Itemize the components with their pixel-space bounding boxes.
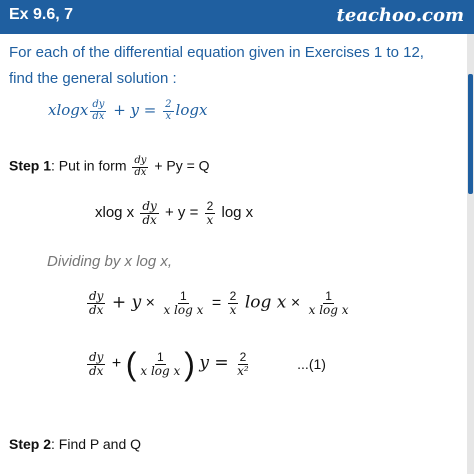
step-2-label: Step 2 [9, 436, 52, 452]
site-logo[interactable]: teachoo.com [336, 5, 464, 26]
eq3-right-paren: ) [184, 346, 195, 382]
eq3-left-paren: ( [125, 346, 137, 382]
header-bar [0, 0, 474, 34]
eq3-plus: + [111, 355, 122, 373]
step-1-text: : Put in form [51, 157, 127, 174]
eq3-two-over-x2: $\frac{2}{\text{x²}}$ [237, 349, 249, 378]
eq3-dydx: $\frac{dy}{dx}$ [89, 349, 104, 378]
q-eq-plus-y: + y = [113, 101, 157, 119]
eq1-mid: + y = [165, 204, 199, 222]
q-eq-dydx: $\frac{dy}{dx}$ [92, 99, 105, 122]
step-1-dydx: $\frac{dy}{dx}$ [134, 155, 147, 178]
eq1-two-over-x: $\frac{2}{x}$ [206, 199, 214, 227]
scrollbar-thumb[interactable] [468, 74, 473, 194]
eq2-one-over-xlogx-2: $\frac{1}{\text{x log x}}$ [308, 289, 349, 317]
q-eq-logx: logx [175, 101, 208, 119]
step-1-label: Step 1 [9, 157, 52, 174]
step-2-text: : Find P and Q [51, 436, 142, 452]
question-line-2: find the general solution : [9, 70, 177, 87]
eq1-start: xlog x [95, 204, 135, 222]
eq2-dydx: $\frac{dy}{dx}$ [89, 289, 104, 317]
question-equation [48, 100, 207, 122]
eq3-one-over-xlogx: $\frac{1}{\text{x log x}}$ [140, 349, 181, 378]
equation-number-1: ...(1) [297, 356, 326, 372]
q-eq-two-over-x: $\frac{2}{x}$ [165, 99, 172, 122]
eq2-equals: = [211, 294, 222, 312]
eq2-two-over-x: $\frac{2}{x}$ [229, 289, 237, 317]
step-1 [9, 156, 210, 178]
eq2-plus-y: + y [111, 292, 142, 313]
eq1-end: log x [221, 204, 254, 222]
dividing-text: Dividing by x log x, [47, 253, 173, 270]
eq1-dydx: $\frac{dy}{dx}$ [142, 199, 157, 227]
question-line-1: For each of the differential equation given in Exercises 1 to 12, [9, 44, 424, 61]
eq2-times-2: × [290, 294, 301, 312]
step-1-tail: + Py = Q [154, 157, 210, 174]
equation-3 [85, 348, 326, 380]
eq2-times-1: × [145, 294, 155, 312]
exercise-title: Ex 9.6, 7 [9, 6, 74, 23]
eq2-logx: log x [244, 292, 287, 313]
step-2 [9, 436, 141, 452]
equation-2 [85, 290, 353, 316]
eq3-y-eq: y = [199, 353, 229, 374]
scrollbar[interactable] [467, 34, 474, 474]
eq2-one-over-xlogx: $\frac{1}{\text{x log x}}$ [163, 289, 204, 317]
q-eq-lhs: xlogx [48, 101, 89, 119]
equation-1 [95, 200, 253, 226]
